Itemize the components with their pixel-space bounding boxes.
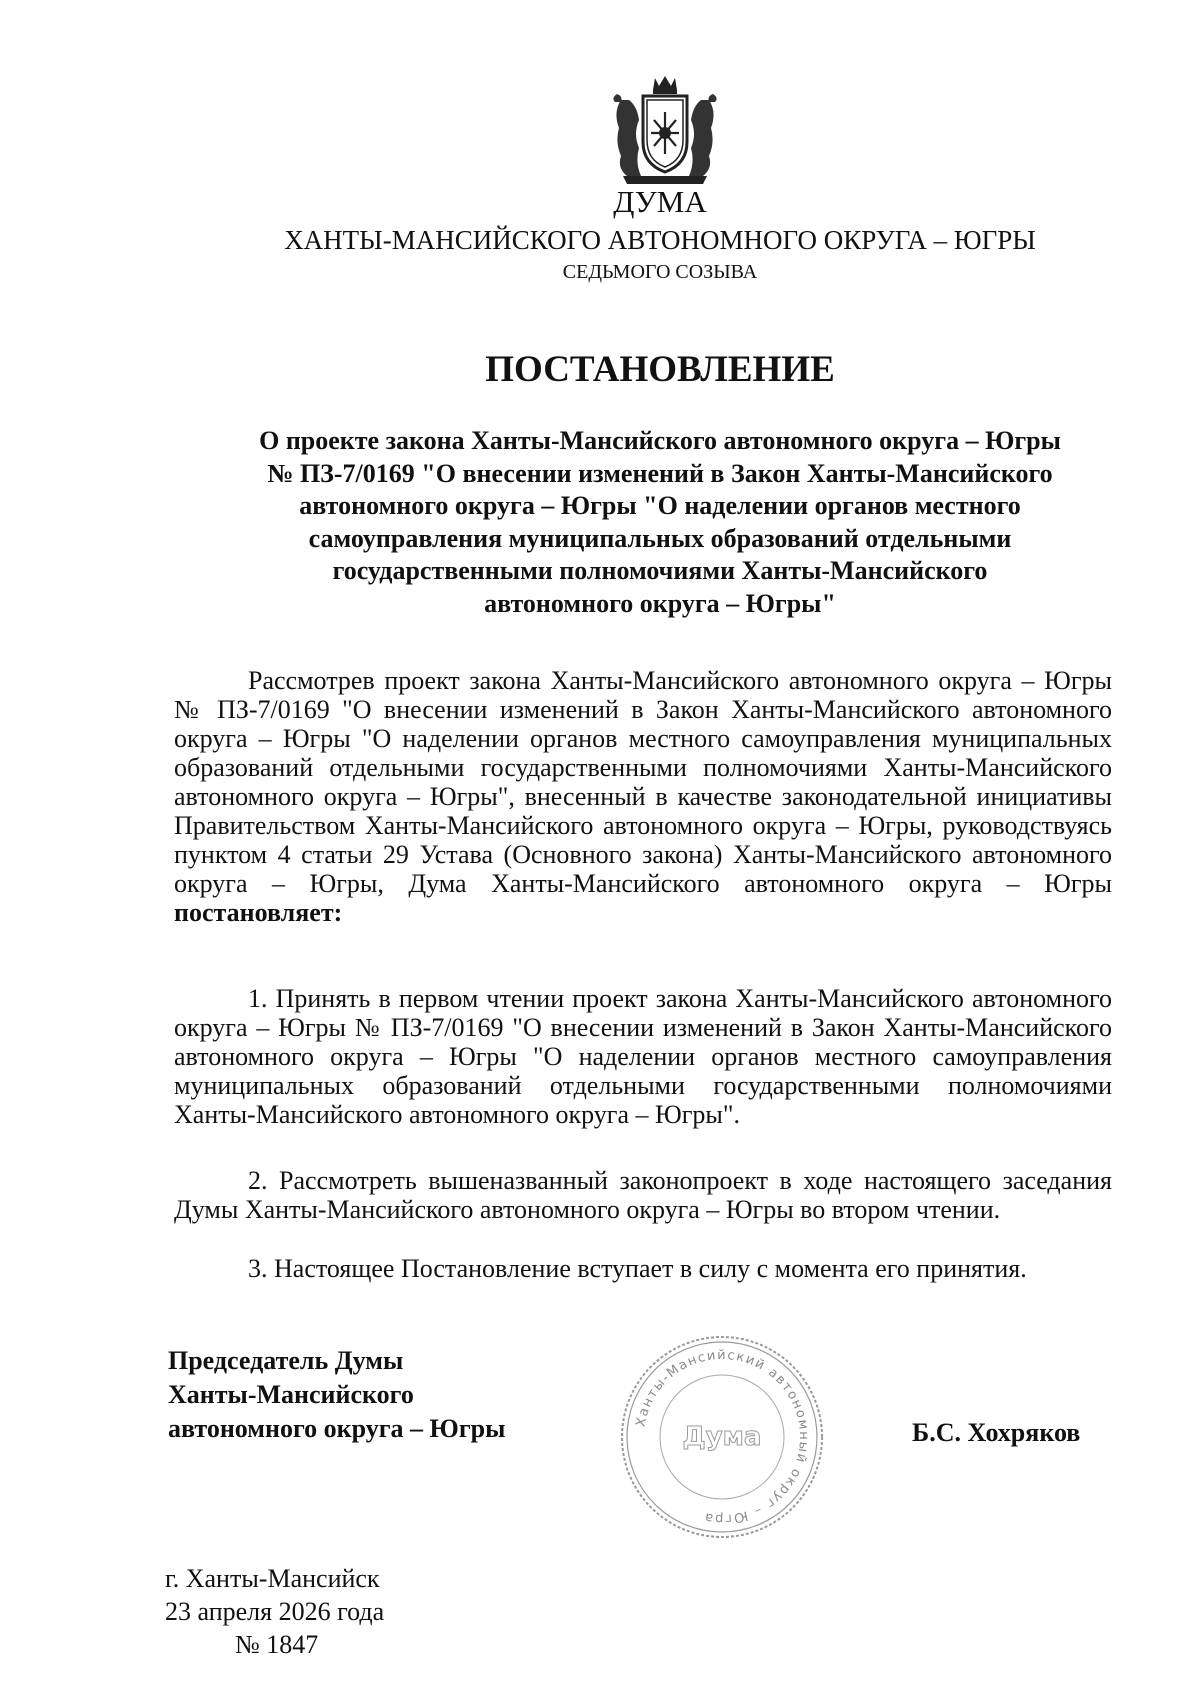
preamble-emphasis: постановляет: — [174, 898, 343, 927]
svg-text:Ханты-Мансийский автономный ок: Ханты-Мансийский автономный округ – Югра — [633, 1347, 812, 1527]
signer-name: Б.С. Хохряков — [912, 1418, 1081, 1447]
signatory-line: автономного округа – Югры — [168, 1414, 506, 1443]
convocation: СЕДЬМОГО СОЗЫВА — [562, 261, 758, 283]
subject-line: автономного округа – Югры "О наделении органов местного — [299, 491, 1021, 520]
document-type: ПОСТАНОВЛЕНИЕ — [485, 349, 835, 390]
svg-text:Дума: Дума — [682, 1422, 762, 1452]
place-and-date — [165, 1562, 465, 1661]
coat-of-arms-icon — [607, 72, 723, 188]
subject-line: О проекте закона Ханты-Мансийского автономного округа – Югры — [259, 426, 1061, 455]
signatory-position — [168, 1344, 588, 1446]
date: 23 апреля 2026 года — [165, 1597, 385, 1626]
resolution-item-3: 3. Настоящее Постановление вступает в силу с момента его принятия. — [248, 1254, 1027, 1283]
subject-line: автономного округа – Югры" — [484, 588, 836, 618]
official-seal-icon — [618, 1333, 826, 1541]
subject-line: самоуправления муниципальных образований отдельными — [308, 523, 1012, 553]
signatory-line: Ханты-Мансийского — [168, 1380, 414, 1409]
preamble — [174, 666, 1112, 927]
resolution-item-2: 2. Рассмотреть вышеназванный законопроект в ходе настоящего заседания Думы Ханты-Мансийского автономного округа – Югры во втором чтении. — [174, 1166, 1112, 1224]
document-subject — [210, 425, 1110, 620]
signatory-line: Председатель Думы — [168, 1346, 404, 1375]
city: г. Ханты-Мансийск — [165, 1564, 380, 1593]
org-name: ДУМА — [613, 184, 707, 219]
preamble-text: Рассмотрев проект закона Ханты-Мансийского автономного округа – Югры № ПЗ-7/0169 "О внесении изменений в Закон Ханты-Мансийского автономного округа – Югры "О наделении органов местного самоуправления муниципальных образований отдельными государственными полномочиями Ханты-Мансийского автономного округа – Югры", внесенный в качестве законодательной инициативы Правительством Ханты-Мансийского автономного округа – Югры, руководствуясь пунктом 4 статьи 29 Устава (Основного закона) Ханты-Мансийского автономного округа – Югры, Дума Ханты-Мансийского автономного округа – Югры — [174, 666, 1112, 898]
org-region: ХАНТЫ-МАНСИЙСКОГО АВТОНОМНОГО ОКРУГА – ЮГРЫ — [284, 225, 1036, 255]
subject-line: государственными полномочиями Ханты-Мансийского — [332, 556, 988, 585]
resolution-item-1: 1. Принять в первом чтении проект закона Ханты-Мансийского автономного округа – Югры № ПЗ-7/0169 "О внесении изменений в Закон Ханты-Мансийского автономного округа – Югры "О наделении органов местного самоуправления муниципальных образований отдельными государственными полномочиями Ханты-Мансийского автономного округа – Югры". — [174, 984, 1112, 1129]
subject-line: № ПЗ-7/0169 "О внесении изменений в Закон Ханты-Мансийского — [267, 458, 1053, 488]
document-number: № 1847 — [235, 1630, 319, 1659]
